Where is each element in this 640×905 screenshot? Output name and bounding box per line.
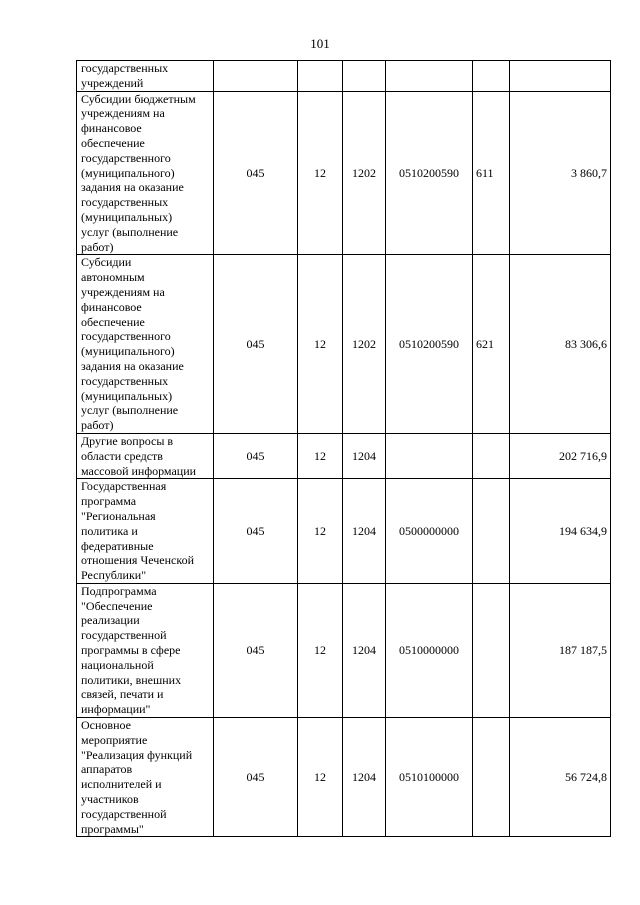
section-code-cell (298, 61, 343, 92)
item-name-line: работ) (81, 239, 114, 254)
item-name-line: (муниципального) (81, 344, 175, 359)
subsection-code-cell: 1204 (343, 583, 386, 717)
ministry-code-cell: 045 (214, 718, 298, 837)
item-name-line: политики, внешних (81, 672, 182, 687)
table-row (77, 61, 611, 92)
item-name-line: государственных (81, 61, 169, 75)
expense-type-cell (473, 479, 510, 584)
item-name-line: программы в сфере (81, 643, 181, 658)
amount-cell: 56 724,8 (510, 718, 611, 837)
item-name-line: Республики" (81, 568, 147, 583)
amount-cell: 194 634,9 (510, 479, 611, 584)
item-name-line: связей, печати и (81, 687, 164, 702)
item-name-cell (77, 583, 214, 717)
ministry-code-cell: 045 (214, 255, 298, 434)
subsection-code-cell: 1204 (343, 433, 386, 478)
item-name-line: государственных (81, 373, 169, 388)
item-name-line: государственной (81, 806, 167, 821)
item-name-line: участников (81, 792, 139, 807)
expense-type-cell: 621 (473, 255, 510, 434)
table-row (77, 91, 611, 255)
item-name-line: "Обеспечение (81, 598, 153, 613)
item-name-line: области средств (81, 448, 163, 463)
target-article-cell: 0510100000 (386, 718, 473, 837)
item-name-line: учреждений (81, 75, 144, 90)
subsection-code-cell: 1202 (343, 91, 386, 255)
item-name-cell (77, 61, 214, 92)
amount-cell (510, 61, 611, 92)
item-name-line: государственных (81, 195, 169, 210)
section-code-cell: 12 (298, 583, 343, 717)
item-name-line: учреждениям на (81, 106, 165, 121)
target-article-cell (386, 61, 473, 92)
expense-type-cell (473, 718, 510, 837)
item-name-line: политика и (81, 523, 138, 538)
ministry-code-cell: 045 (214, 91, 298, 255)
ministry-code-cell: 045 (214, 479, 298, 584)
item-name-cell (77, 91, 214, 255)
amount-cell: 3 860,7 (510, 91, 611, 255)
item-name-line: задания на оказание (81, 180, 184, 195)
target-article-cell: 0510200590 (386, 255, 473, 434)
expense-type-cell: 611 (473, 91, 510, 255)
item-name-line: Государственная (81, 479, 167, 494)
item-name-cell (77, 433, 214, 478)
table-row (77, 718, 611, 837)
item-name-line: обеспечение (81, 135, 145, 150)
subsection-code-cell (343, 61, 386, 92)
target-article-cell: 0500000000 (386, 479, 473, 584)
item-name-line: "Региональная (81, 508, 156, 523)
section-code-cell: 12 (298, 479, 343, 584)
subsection-code-cell: 1204 (343, 718, 386, 837)
amount-cell: 83 306,6 (510, 255, 611, 434)
expense-type-cell (473, 61, 510, 92)
table-row (77, 583, 611, 717)
item-name-line: "Реализация функций (81, 747, 193, 762)
budget-table-body (77, 61, 611, 837)
item-name-line: исполнителей и (81, 777, 162, 792)
item-name-line: аппаратов (81, 762, 133, 777)
item-name-line: обеспечение (81, 314, 145, 329)
page-number: 101 (310, 36, 330, 51)
item-name-line: учреждениям на (81, 284, 165, 299)
item-name-line: Субсидии (81, 255, 132, 270)
budget-table (76, 60, 611, 837)
expense-type-cell (473, 583, 510, 717)
item-name-line: работ) (81, 418, 114, 433)
section-code-cell: 12 (298, 255, 343, 434)
ministry-code-cell: 045 (214, 583, 298, 717)
ministry-code-cell: 045 (214, 433, 298, 478)
item-name-line: государственного (81, 150, 171, 165)
item-name-line: информации" (81, 702, 151, 717)
item-name-line: Субсидии бюджетным (81, 91, 196, 106)
item-name-line: Основное (81, 718, 131, 733)
table-row (77, 255, 611, 434)
subsection-code-cell: 1204 (343, 479, 386, 584)
item-name-line: автономным (81, 270, 145, 285)
section-code-cell: 12 (298, 718, 343, 837)
amount-cell: 187 187,5 (510, 583, 611, 717)
item-name-line: государственного (81, 329, 171, 344)
item-name-line: услуг (выполнение (81, 403, 179, 418)
item-name-line: программа (81, 494, 137, 509)
item-name-line: финансовое (81, 121, 142, 136)
item-name-line: национальной (81, 657, 154, 672)
item-name-cell (77, 255, 214, 434)
item-name-line: реализации (81, 613, 140, 628)
item-name-line: (муниципальных) (81, 388, 173, 403)
item-name-line: услуг (выполнение (81, 224, 179, 239)
item-name-line: массовой информации (81, 463, 197, 478)
item-name-cell (77, 479, 214, 584)
item-name-line: отношения Чеченской (81, 553, 195, 568)
item-name-line: государственной (81, 628, 167, 643)
expense-type-cell (473, 433, 510, 478)
item-name-line: (муниципальных) (81, 209, 173, 224)
target-article-cell: 0510200590 (386, 91, 473, 255)
target-article-cell (386, 433, 473, 478)
target-article-cell: 0510000000 (386, 583, 473, 717)
section-code-cell: 12 (298, 433, 343, 478)
item-name-line: (муниципального) (81, 165, 175, 180)
subsection-code-cell: 1202 (343, 255, 386, 434)
item-name-line: финансовое (81, 299, 142, 314)
section-code-cell: 12 (298, 91, 343, 255)
item-name-line: задания на оказание (81, 358, 184, 373)
item-name-line: программы" (81, 821, 144, 836)
item-name-cell (77, 718, 214, 837)
ministry-code-cell (214, 61, 298, 92)
table-row (77, 433, 611, 478)
item-name-line: Другие вопросы в (81, 433, 174, 448)
item-name-line: Подпрограмма (81, 583, 157, 598)
item-name-line: федеративные (81, 538, 154, 553)
table-row (77, 479, 611, 584)
item-name-line: мероприятие (81, 732, 148, 747)
amount-cell: 202 716,9 (510, 433, 611, 478)
